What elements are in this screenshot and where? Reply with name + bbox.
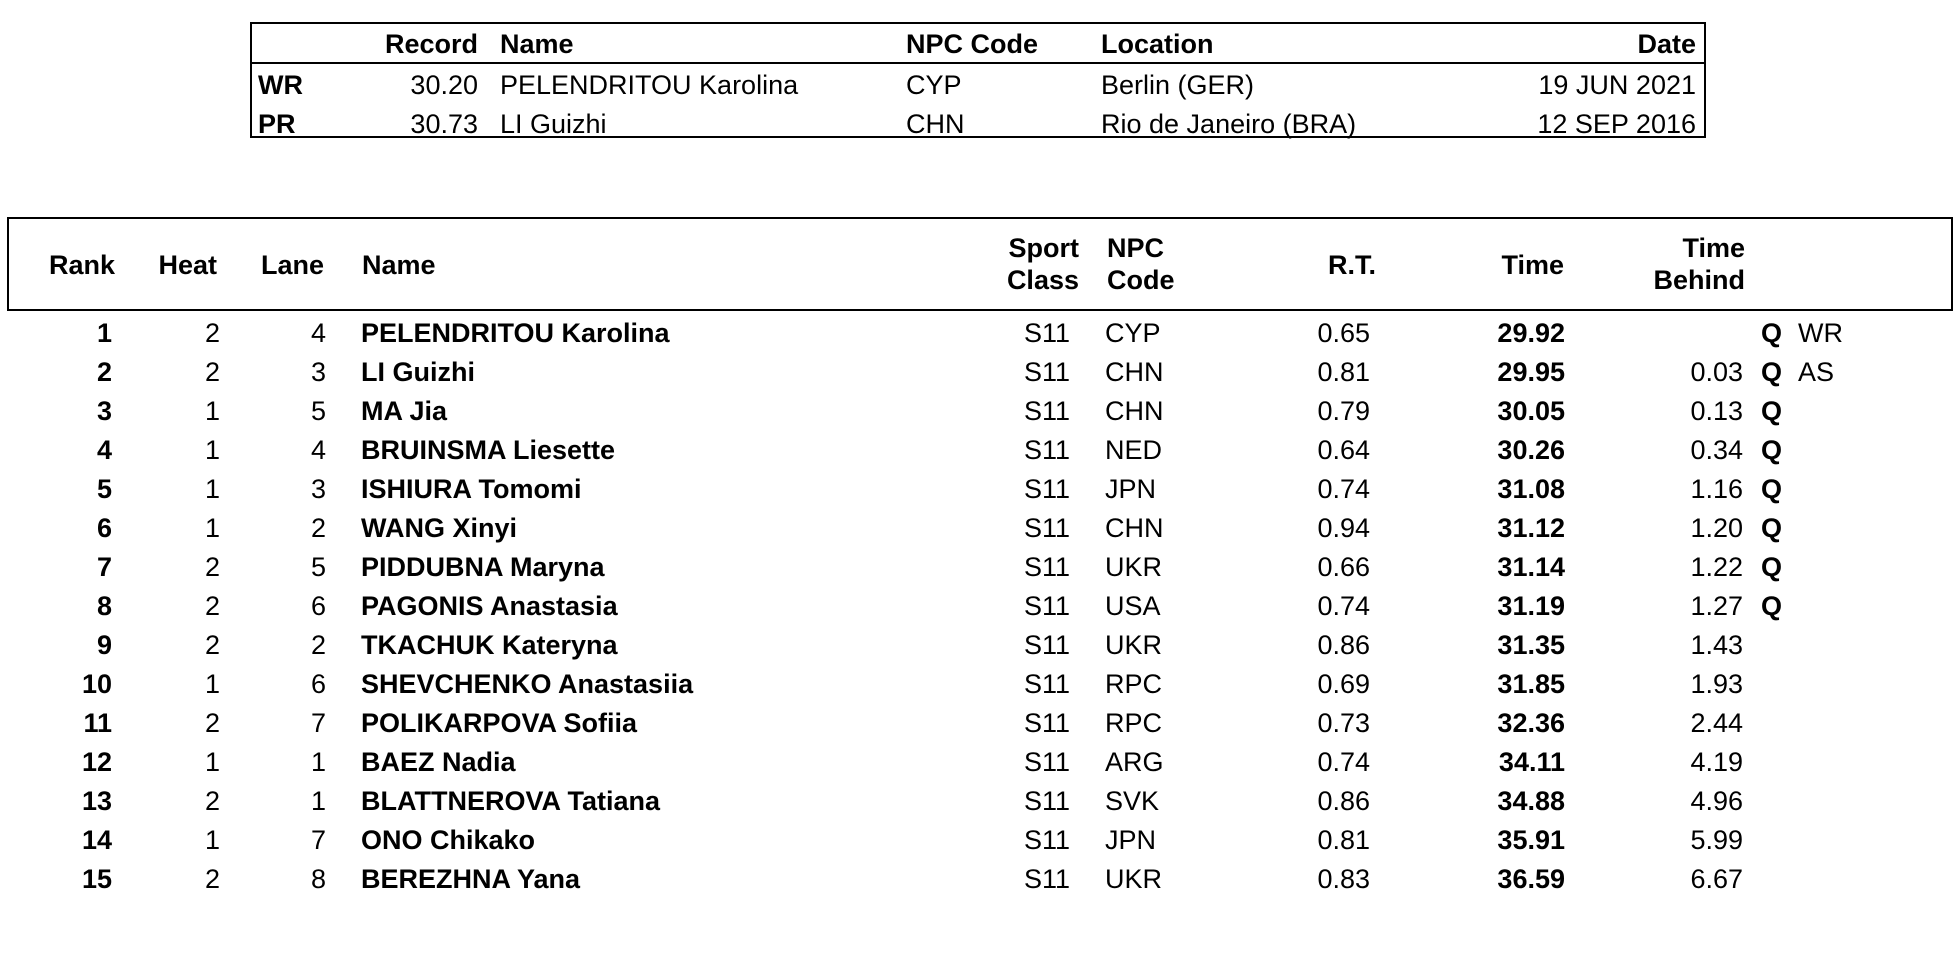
rank-cell: 12 xyxy=(81,747,112,777)
rank-cell: 10 xyxy=(81,669,112,699)
lane-cell: 1 xyxy=(310,786,326,816)
rank-cell: 15 xyxy=(81,864,112,894)
record-holder-name: LI Guizhi xyxy=(500,109,607,139)
athlete-name: LI Guizhi xyxy=(361,357,475,387)
rank-cell: 7 xyxy=(96,552,112,582)
npc-cell: JPN xyxy=(1105,474,1157,504)
reaction-time: 0.69 xyxy=(1317,669,1370,699)
qualified-mark: Q xyxy=(1761,513,1783,543)
reaction-time: 0.94 xyxy=(1317,513,1370,543)
sport-class-cell: S11 xyxy=(1023,708,1070,738)
reaction-time: 0.74 xyxy=(1317,474,1370,504)
record-mark: AS xyxy=(1798,357,1835,387)
time-behind-cell: 5.99 xyxy=(1690,825,1743,855)
reaction-time: 0.74 xyxy=(1317,747,1370,777)
header-behind-line1: Time xyxy=(1682,233,1745,263)
records-header-date: Date xyxy=(1637,29,1696,59)
table-row xyxy=(0,353,1960,392)
sport-class-cell: S11 xyxy=(1023,552,1070,582)
record-npc: CYP xyxy=(906,70,962,100)
table-row xyxy=(0,665,1960,704)
records-header-name: Name xyxy=(500,29,574,59)
header-time: Time xyxy=(1501,250,1564,280)
athlete-name: BAEZ Nadia xyxy=(361,747,516,777)
header-behind-line2: Behind xyxy=(1653,265,1745,295)
table-row xyxy=(0,587,1960,626)
table-row xyxy=(0,782,1960,821)
time-cell: 34.88 xyxy=(1497,786,1565,816)
npc-cell: RPC xyxy=(1105,669,1163,699)
time-behind-cell: 1.16 xyxy=(1690,474,1743,504)
lane-cell: 6 xyxy=(310,669,326,699)
record-npc: CHN xyxy=(906,109,965,139)
reaction-time: 0.74 xyxy=(1317,591,1370,621)
npc-cell: UKR xyxy=(1105,552,1163,582)
time-behind-cell: 1.43 xyxy=(1690,630,1743,660)
reaction-time: 0.79 xyxy=(1317,396,1370,426)
qualified-mark: Q xyxy=(1761,591,1783,621)
time-cell: 34.11 xyxy=(1498,747,1565,777)
athlete-name: ONO Chikako xyxy=(361,825,536,855)
lane-cell: 4 xyxy=(310,435,326,465)
heat-cell: 1 xyxy=(204,825,220,855)
lane-cell: 1 xyxy=(310,747,326,777)
header-lane: Lane xyxy=(260,250,324,280)
time-cell: 31.08 xyxy=(1497,474,1565,504)
lane-cell: 2 xyxy=(310,513,326,543)
header-rank: Rank xyxy=(48,250,115,280)
lane-cell: 5 xyxy=(310,552,326,582)
time-cell: 29.92 xyxy=(1497,318,1565,348)
athlete-name: TKACHUK Kateryna xyxy=(361,630,618,660)
rank-cell: 11 xyxy=(83,708,112,738)
time-cell: 30.05 xyxy=(1497,396,1565,426)
sport-class-cell: S11 xyxy=(1023,825,1070,855)
heat-cell: 1 xyxy=(204,435,220,465)
table-row xyxy=(0,743,1960,782)
table-row xyxy=(0,704,1960,743)
athlete-name: MA Jia xyxy=(361,396,448,426)
lane-cell: 3 xyxy=(310,474,326,504)
heat-cell: 1 xyxy=(204,396,220,426)
record-type: PR xyxy=(258,109,296,139)
lane-cell: 2 xyxy=(310,630,326,660)
rank-cell: 14 xyxy=(81,825,112,855)
header-sport-class-line2: Class xyxy=(1006,265,1079,295)
records-header-divider xyxy=(252,62,1704,64)
athlete-name: POLIKARPOVA Sofiia xyxy=(361,708,638,738)
table-row xyxy=(0,392,1960,431)
rank-cell: 6 xyxy=(96,513,112,543)
qualified-mark: Q xyxy=(1761,396,1783,426)
reaction-time: 0.65 xyxy=(1317,318,1370,348)
table-row xyxy=(0,314,1960,353)
qualified-mark: Q xyxy=(1761,474,1783,504)
sport-class-cell: S11 xyxy=(1023,864,1070,894)
npc-cell: USA xyxy=(1105,591,1161,621)
time-cell: 29.95 xyxy=(1497,357,1565,387)
heat-cell: 2 xyxy=(204,552,220,582)
records-header-location: Location xyxy=(1101,29,1214,59)
heat-cell: 2 xyxy=(204,357,220,387)
results-header xyxy=(7,217,1953,311)
qualified-mark: Q xyxy=(1761,357,1783,387)
time-behind-cell: 1.93 xyxy=(1690,669,1743,699)
heat-cell: 2 xyxy=(204,864,220,894)
npc-cell: CHN xyxy=(1105,396,1164,426)
rank-cell: 8 xyxy=(96,591,112,621)
time-behind-cell: 4.19 xyxy=(1690,747,1743,777)
rank-cell: 13 xyxy=(81,786,112,816)
athlete-name: PELENDRITOU Karolina xyxy=(361,318,670,348)
record-location: Berlin (GER) xyxy=(1101,70,1255,100)
header-npc-line2: Code xyxy=(1107,265,1175,295)
time-cell: 30.26 xyxy=(1497,435,1565,465)
header-rt: R.T. xyxy=(1327,250,1376,280)
reaction-time: 0.64 xyxy=(1317,435,1370,465)
reaction-time: 0.86 xyxy=(1317,786,1370,816)
time-behind-cell: 1.22 xyxy=(1690,552,1743,582)
time-behind-cell: 0.13 xyxy=(1690,396,1743,426)
sport-class-cell: S11 xyxy=(1023,357,1070,387)
time-behind-cell: 0.34 xyxy=(1690,435,1743,465)
sport-class-cell: S11 xyxy=(1023,435,1070,465)
time-behind-cell: 2.44 xyxy=(1690,708,1743,738)
athlete-name: PIDDUBNA Maryna xyxy=(361,552,605,582)
qualified-mark: Q xyxy=(1761,435,1783,465)
time-cell: 35.91 xyxy=(1497,825,1565,855)
reaction-time: 0.81 xyxy=(1317,357,1370,387)
record-mark: WR xyxy=(1798,318,1843,348)
table-row xyxy=(0,431,1960,470)
rank-cell: 9 xyxy=(96,630,112,660)
header-time-behind xyxy=(1569,232,1745,296)
npc-cell: ARG xyxy=(1105,747,1164,777)
time-behind-cell: 4.96 xyxy=(1690,786,1743,816)
rank-cell: 2 xyxy=(96,357,112,387)
rank-cell: 4 xyxy=(96,435,112,465)
table-row xyxy=(0,821,1960,860)
heat-cell: 1 xyxy=(204,669,220,699)
sport-class-cell: S11 xyxy=(1023,591,1070,621)
record-date: 19 JUN 2021 xyxy=(1538,70,1696,100)
lane-cell: 5 xyxy=(310,396,326,426)
record-value: 30.73 xyxy=(410,109,478,139)
npc-cell: RPC xyxy=(1105,708,1163,738)
record-value: 30.20 xyxy=(410,70,478,100)
record-holder-name: PELENDRITOU Karolina xyxy=(500,70,799,100)
sport-class-cell: S11 xyxy=(1023,396,1070,426)
records-table xyxy=(250,22,1706,138)
npc-cell: JPN xyxy=(1105,825,1157,855)
lane-cell: 4 xyxy=(310,318,326,348)
heat-cell: 2 xyxy=(204,708,220,738)
heat-cell: 1 xyxy=(204,474,220,504)
header-npc-line1: NPC xyxy=(1107,233,1165,263)
athlete-name: PAGONIS Anastasia xyxy=(361,591,618,621)
sport-class-cell: S11 xyxy=(1023,474,1070,504)
time-cell: 32.36 xyxy=(1497,708,1565,738)
table-row xyxy=(0,860,1960,899)
reaction-time: 0.81 xyxy=(1317,825,1370,855)
qualified-mark: Q xyxy=(1761,318,1783,348)
lane-cell: 7 xyxy=(310,708,326,738)
heat-cell: 2 xyxy=(204,786,220,816)
athlete-name: BEREZHNA Yana xyxy=(361,864,581,894)
reaction-time: 0.83 xyxy=(1317,864,1370,894)
athlete-name: BLATTNEROVA Tatiana xyxy=(361,786,661,816)
header-sport-class xyxy=(949,232,1079,296)
reaction-time: 0.86 xyxy=(1317,630,1370,660)
lane-cell: 7 xyxy=(310,825,326,855)
npc-cell: CHN xyxy=(1105,357,1164,387)
heat-cell: 1 xyxy=(204,747,220,777)
record-date: 12 SEP 2016 xyxy=(1537,109,1696,139)
npc-cell: UKR xyxy=(1105,864,1163,894)
header-name: Name xyxy=(362,250,436,280)
sport-class-cell: S11 xyxy=(1023,630,1070,660)
rank-cell: 1 xyxy=(96,318,112,348)
time-behind-cell: 6.67 xyxy=(1690,864,1743,894)
lane-cell: 3 xyxy=(310,357,326,387)
heat-cell: 2 xyxy=(204,630,220,660)
reaction-time: 0.73 xyxy=(1317,708,1370,738)
time-cell: 31.19 xyxy=(1497,591,1565,621)
table-row xyxy=(0,470,1960,509)
time-behind-cell: 0.03 xyxy=(1690,357,1743,387)
heat-cell: 1 xyxy=(204,513,220,543)
time-cell: 31.35 xyxy=(1497,630,1565,660)
time-behind-cell: 1.20 xyxy=(1690,513,1743,543)
sport-class-cell: S11 xyxy=(1023,786,1070,816)
heat-cell: 2 xyxy=(204,591,220,621)
npc-cell: UKR xyxy=(1105,630,1163,660)
rank-cell: 3 xyxy=(96,396,112,426)
records-header-record: Record xyxy=(384,29,478,59)
table-row xyxy=(0,509,1960,548)
time-cell: 31.14 xyxy=(1497,552,1565,582)
sport-class-cell: S11 xyxy=(1023,669,1070,699)
header-heat: Heat xyxy=(158,250,217,280)
rank-cell: 5 xyxy=(96,474,112,504)
reaction-time: 0.66 xyxy=(1317,552,1370,582)
qualified-mark: Q xyxy=(1761,552,1783,582)
npc-cell: SVK xyxy=(1105,786,1160,816)
npc-cell: CHN xyxy=(1105,513,1164,543)
sport-class-cell: S11 xyxy=(1023,318,1070,348)
records-header-npc-code: NPC Code xyxy=(906,29,1039,59)
header-npc-code xyxy=(1107,232,1175,296)
npc-cell: CYP xyxy=(1105,318,1161,348)
athlete-name: WANG Xinyi xyxy=(361,513,518,543)
sport-class-cell: S11 xyxy=(1023,513,1070,543)
athlete-name: ISHIURA Tomomi xyxy=(361,474,582,504)
table-row xyxy=(0,548,1960,587)
lane-cell: 8 xyxy=(310,864,326,894)
npc-cell: NED xyxy=(1105,435,1163,465)
time-cell: 31.85 xyxy=(1497,669,1565,699)
time-behind-cell: 1.27 xyxy=(1690,591,1743,621)
header-sport-class-line1: Sport xyxy=(1008,233,1079,263)
athlete-name: BRUINSMA Liesette xyxy=(361,435,616,465)
sport-class-cell: S11 xyxy=(1023,747,1070,777)
record-type: WR xyxy=(258,70,303,100)
time-cell: 31.12 xyxy=(1497,513,1565,543)
lane-cell: 6 xyxy=(310,591,326,621)
heat-cell: 2 xyxy=(204,318,220,348)
table-row xyxy=(0,626,1960,665)
time-cell: 36.59 xyxy=(1497,864,1565,894)
athlete-name: SHEVCHENKO Anastasiia xyxy=(361,669,694,699)
record-location: Rio de Janeiro (BRA) xyxy=(1101,109,1357,139)
